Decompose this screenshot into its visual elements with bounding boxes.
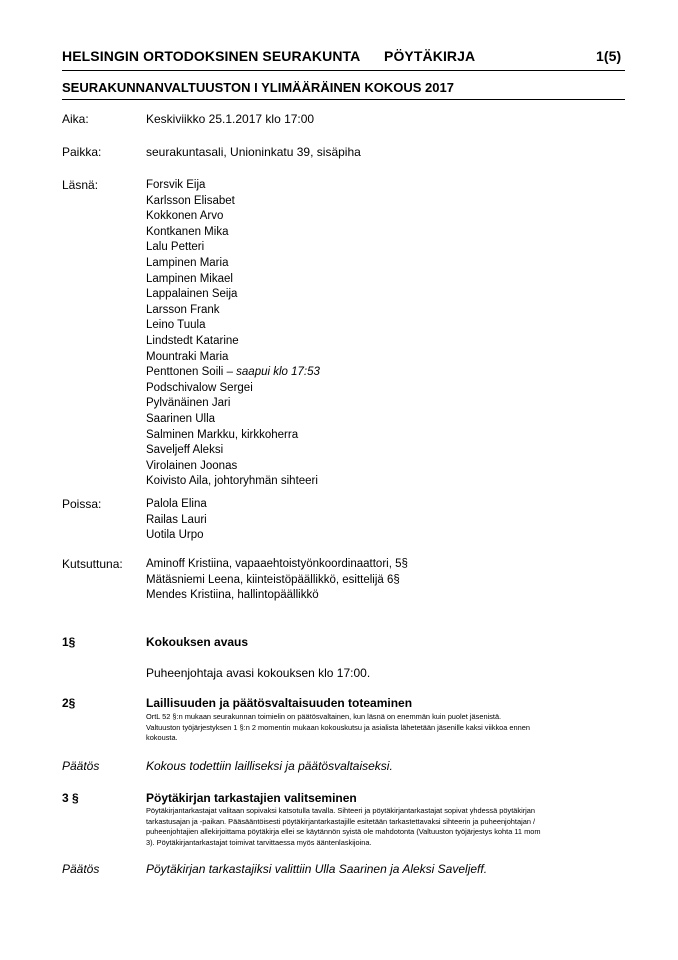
section-2-line: OrtL 52 §:n mukaan seurakunnan toimielin on päätösvaltainen, kun läsnä on enemmän kuin puolet jäsenistä. [146,712,502,721]
org-name: HELSINGIN ORTODOKSINEN SEURAKUNTA [62,48,361,64]
section-2-decision: Kokous todettiin lailliseksi ja päätösvaltaiseksi. [146,759,393,773]
attendee-name: Lampinen Maria [146,256,229,269]
attendee-name: Larsson Frank [146,303,220,316]
attendee-name: Karlsson Elisabet [146,194,235,207]
section-3-decision: Pöytäkirjan tarkastajiksi valittiin Ulla Saarinen ja Aleksi Saveljeff. [146,862,488,876]
attendee-name: Penttonen Soili [146,366,224,379]
attendee-name: Lalu Petteri [146,241,205,254]
absent-list [146,497,207,544]
attendee-name: Kontkanen Mika [146,225,229,238]
section-3-title: Pöytäkirjan tarkastajien valitseminen [146,791,357,805]
section-3-line: Pöytäkirjantarkastajat valitaan sopivaksi katsotulla tavalla. Sihteeri ja pöytäkirjantarkastajat sopivat yhdessä pöytäkirjan [146,806,536,815]
attendee-name: Saveljeff Aleksi [146,444,224,457]
invited-name: Aminoff Kristiina, vapaaehtoistyönkoordinaattori, 5§ [146,558,408,570]
attendee-name: Lappalainen Seija [146,288,238,301]
attendee-list [146,178,320,490]
paikka-value: seurakuntasali, Unioninkatu 39, sisäpiha [146,145,361,159]
section-2-title: Laillisuuden ja päätösvaltaisuuden toteaminen [146,696,413,710]
invited-name: Mätäsniemi Leena, kiinteistöpäällikkö, esittelijä 6§ [146,573,400,586]
kutsuttuna-label: Kutsuttuna: [62,557,123,571]
section-1-number: 1§ [62,635,76,649]
section-3-line: 3). Pöytäkirjantarkastajat toimivat tarvittaessa myös ääntenlaskijoina. [146,837,372,847]
attendee-name: Mountraki Maria [146,350,229,363]
section-3-number: 3 § [62,791,79,805]
attendee-name: Pylvänäinen Jari [146,397,231,410]
aika-value: Keskiviikko 25.1.2017 klo 17:00 [146,112,315,126]
attendee-name: Lampinen Mikael [146,272,233,285]
paikka-label: Paikka: [62,145,102,159]
attendee-name: Leino Tuula [146,319,206,332]
absent-name: Railas Lauri [146,513,207,526]
section-1-body: Puheenjohtaja avasi kokouksen klo 17:00. [146,666,371,680]
attendee-name: Virolainen Joonas [146,459,238,472]
absent-name: Palola Elina [146,498,207,510]
attendee-name: Lindstedt Katarine [146,334,239,347]
section-2-line: kokousta. [146,733,178,742]
section-1-title: Kokouksen avaus [146,635,249,649]
attendee-name: Salminen Markku, kirkkoherra [146,428,299,441]
section-2-decision-label: Päätös [62,759,100,773]
section-3-text [146,806,626,848]
attendee-name: Podschivalow Sergei [146,381,253,394]
section-3-line: puheenjohtajien allekirjoittama pöytäkirja ellei se käytännön syistä ole mahdotonta (Valtuuston työjärjestys kohta 11 mom [146,827,541,836]
section-2-line: Valtuuston työjärjestyksen 1 §:n 2 momentin mukaan kokouskutsu ja asialista lähetetään jäsenille kaksi viikkoa ennen [146,722,530,732]
attendee-name-late [146,365,320,381]
section-2-number: 2§ [62,696,76,710]
attendee-name: Koivisto Aila, johtoryhmän sihteeri [146,475,318,488]
attendee-name: Saarinen Ulla [146,412,216,425]
doc-type: PÖYTÄKIRJA [384,48,476,64]
section-2-text [146,712,626,744]
section-3-line: tarkastusajan ja -paikan. Pääsääntöisesti pöytäkirjantarkastajille esitetään tarkastettavaksi sihteerin ja puheenjohtajan / [146,816,536,826]
aika-label: Aika: [62,112,89,126]
meeting-subtitle: SEURAKUNNANVALTUUSTON I YLIMÄÄRÄINEN KOKOUS 2017 [62,80,454,95]
poissa-label: Poissa: [62,497,102,511]
page-number: 1(5) [596,48,622,64]
invited-list [146,557,408,604]
attendee-name: Kokkonen Arvo [146,210,224,223]
absent-name: Uotila Urpo [146,529,204,542]
section-3-decision-label: Päätös [62,862,100,876]
lasna-label: Läsnä: [62,178,99,192]
header-divider [62,70,625,71]
late-arrival-note: – saapui klo 17:53 [223,366,320,379]
subtitle-divider [62,99,625,100]
invited-name: Mendes Kristiina, hallintopäällikkö [146,589,319,602]
attendee-name: Forsvik Eija [146,179,206,191]
